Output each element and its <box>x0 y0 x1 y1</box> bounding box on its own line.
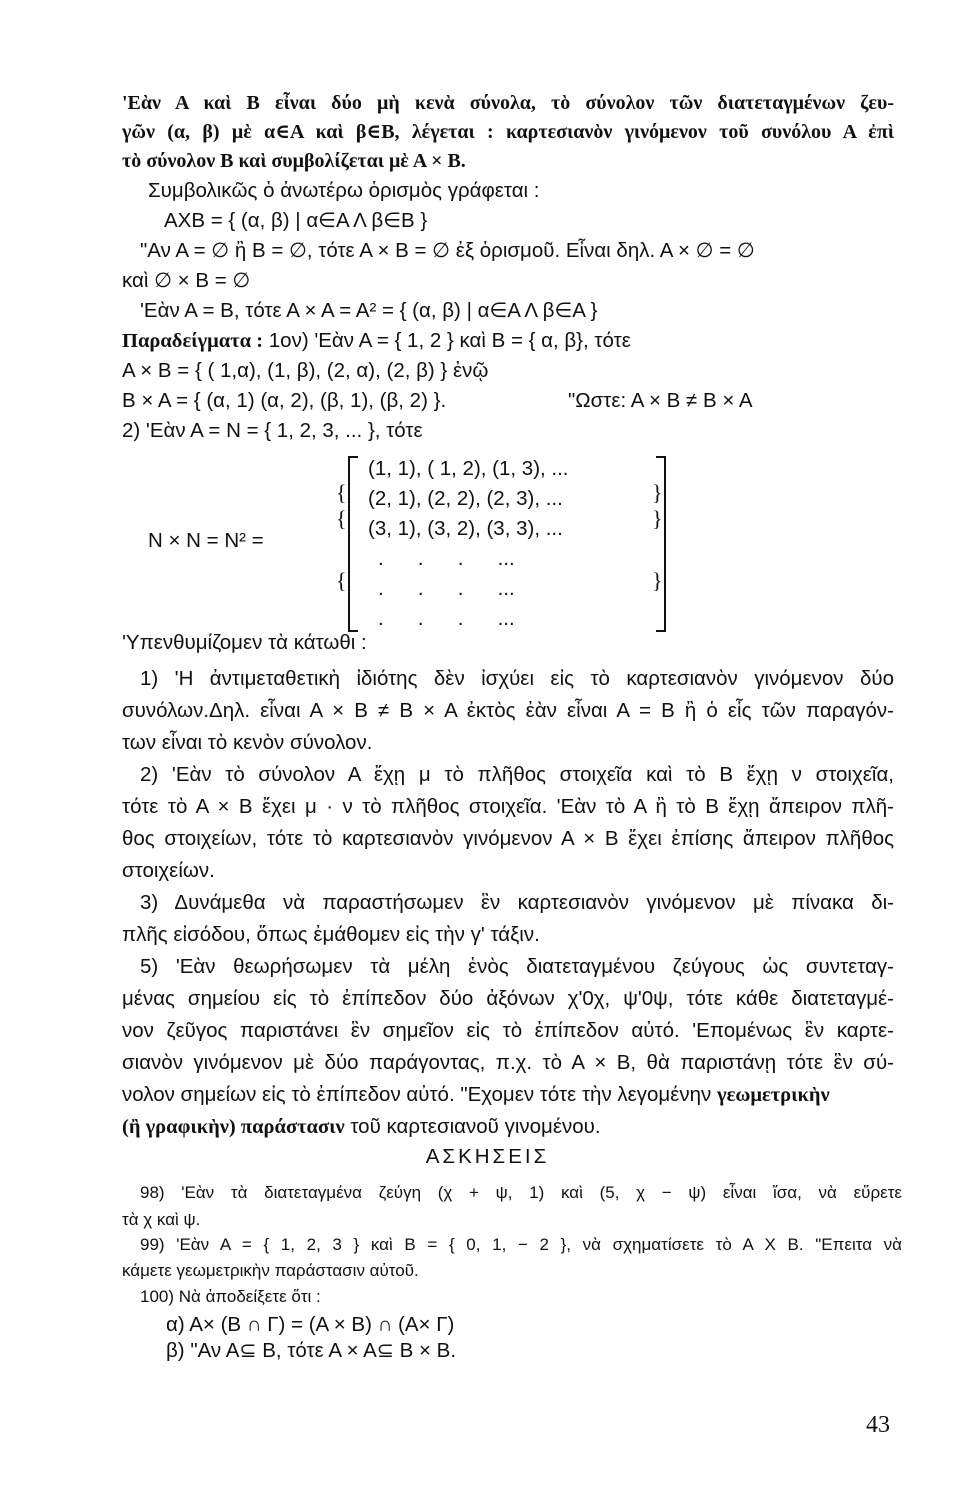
note-5-tail: τοῦ καρτεσιανοῦ γινομένου. <box>350 1115 601 1138</box>
note-5-bold-term-2: (ἢ γραφικὴν) παράστασιν <box>122 1116 345 1138</box>
matrix-right-brace-notch-1: } <box>652 480 663 505</box>
exercises-heading: ΑΣΚΗΣΕΙΣ <box>425 1145 550 1168</box>
matrix-row-6: . . . ... <box>378 607 515 630</box>
examples-conclusion: "Ωστε: Α × Β ≠ Β × Α <box>568 389 753 412</box>
note-1-line-3: των εἶναι τὸ κενὸν σύνολον. <box>122 731 373 754</box>
note-1-line-1: 1) 'Η ἀντιμεταθετικὴ ἰδιότης δὲν ἰσχύει εἰς τὸ καρτεσιανὸν γινόμενον δύο <box>140 667 894 690</box>
note-2-line-4: στοιχείων. <box>122 859 215 882</box>
matrix-right-bar <box>664 456 666 632</box>
note-2-line-1: 2) 'Εὰν τὸ σύνολον Α ἔχῃ μ τὸ πλῆθος στοιχεῖα καὶ τὸ Β ἔχῃ ν στοιχεῖα, <box>140 763 894 786</box>
note-5-line-5 <box>122 1084 830 1107</box>
note-3-line-2: πλῆς εἰσόδου, ὅπως ἐμάθομεν εἰς τὴν γ' τάξιν. <box>122 923 540 946</box>
exercise-98-line-2: τὰ χ καὶ ψ. <box>122 1210 201 1229</box>
matrix-left-brace-notch-3: { <box>336 568 347 593</box>
matrix-left-brace-notch-2: { <box>336 506 347 531</box>
reminder-heading: 'Υπενθυμίζομεν τὰ κάτωθι : <box>122 631 367 654</box>
matrix-left-top-serif <box>348 456 358 458</box>
matrix-left-bar <box>348 456 350 632</box>
ex2-line: 2) 'Εὰν Α = Ν = { 1, 2, 3, ... }, τότε <box>122 419 423 442</box>
definition-line-1: 'Εὰν Α καὶ Β εἶναι δύο μὴ κενὰ σύνολα, τὸ σύνολον τῶν διατεταγμένων ζευ- <box>122 92 894 114</box>
square-line: 'Εὰν Α = Β, τότε Α × Α = Α² = { (α, β) | α∈Α Λ β∈Α } <box>140 299 598 322</box>
matrix-row-4: . . . ... <box>378 547 515 570</box>
matrix-left-brace-notch-1: { <box>336 480 347 505</box>
definition-line-3: τὸ σύνολον Β καὶ συμβολίζεται μὲ Α × Β. <box>122 150 466 172</box>
note-5-line-6 <box>122 1116 601 1139</box>
empty-set-line-1: "Αν Α = ∅ ἢ Β = ∅, τότε Α × Β = ∅ ἐξ ὁρισμοῦ. Εἶναι δηλ. Α × ∅ = ∅ <box>140 239 755 262</box>
exercise-100-a: α) Α× (Β ∩ Γ) = (Α × Β) ∩ (Α× Γ) <box>166 1313 455 1336</box>
note-5-line-5-text: νολον σημείων εἰς τὸ ἐπίπεδον αὐτό. "Εχομεν τότε τὴν λεγομένην <box>122 1083 712 1106</box>
symbolic-intro: Συμβολικῶς ὁ ἀνωτέρω ὁρισμὸς γράφεται : <box>148 179 540 202</box>
matrix-right-brace-notch-3: } <box>652 568 663 593</box>
matrix-row-2: (2, 1), (2, 2), (2, 3), ... <box>368 487 563 510</box>
exercise-100-line: 100) Νὰ ἀποδείξετε ὅτι : <box>140 1287 321 1306</box>
matrix-label: Ν × Ν = Ν² = <box>148 529 264 552</box>
page-number: 43 <box>866 1412 890 1438</box>
axb-line: Α × Β = { ( 1,α), (1, β), (2, α), (2, β) } ἐνῷ <box>122 359 489 382</box>
examples-ex1-row <box>122 330 631 353</box>
matrix-right-brace-notch-2: } <box>652 506 663 531</box>
note-5-line-1: 5) 'Εὰν θεωρήσωμεν τὰ μέλη ἑνὸς διατεταγμένου ζεύγους ὡς συντεταγ- <box>140 955 894 978</box>
examples-heading: Παραδείγματα : <box>122 330 264 352</box>
matrix-right-top-serif <box>656 456 666 458</box>
note-5-line-2: μένας σημείου εἰς τὸ ἐπίπεδον δύο ἀξόνων χ'0χ, ψ'0ψ, τότε κάθε διατεταγμέ- <box>122 987 894 1010</box>
note-5-line-4: σιανὸν γινόμενον μὲ δύο παράγοντας, π.χ. τὸ Α × Β, θὰ παριστάνῃ τότε ἓν σύ- <box>122 1051 894 1074</box>
exercise-100-b: β) "Αν Α⊆ Β, τότε Α × Α⊆ Β × Β. <box>166 1339 457 1362</box>
note-2-line-2: τότε τὸ Α × Β ἔχει μ · ν τὸ πλῆθος στοιχεῖα. 'Εὰν τὸ Α ἢ τὸ Β ἔχῃ ἄπειρον πλῆ- <box>122 795 894 818</box>
bxa-line: Β × Α = { (α, 1) (α, 2), (β, 1), (β, 2) }. <box>122 389 447 412</box>
exercise-99-line-1: 99) 'Εὰν Α = { 1, 2, 3 } καὶ Β = { 0, 1, − 2 }, νὰ σχηματίσετε τὸ Α Χ Β. "Επειτα νὰ <box>140 1235 902 1254</box>
definition-line-2: γῶν (α, β) μὲ α∈Α καὶ β∈Β, λέγεται : καρτεσιανὸν γινόμενον τοῦ συνόλου Α ἐπὶ <box>122 121 894 143</box>
empty-set-line-2: καὶ ∅ × Β = ∅ <box>122 269 251 292</box>
matrix-row-5: . . . ... <box>378 577 515 600</box>
note-2-line-3: θος στοιχείων, τότε τὸ καρτεσιανὸν γινόμενον Α × Β ἔχει ἐπίσης ἄπειρον πλῆθος <box>122 827 894 850</box>
examples-ex1-line: 1ον) 'Εὰν Α = { 1, 2 } καὶ Β = { α, β}, τότε <box>268 329 631 352</box>
note-5-bold-term-1: γεωμετρικὴν <box>717 1084 830 1106</box>
exercise-98-line-1: 98) 'Εὰν τὰ διατεταγμένα ζεύγη (χ + ψ, 1) καὶ (5, χ − ψ) εἶναι ἴσα, νὰ εὕρετε <box>140 1183 902 1202</box>
note-1-line-2: συνόλων.Δηλ. εἶναι Α × Β ≠ Β × Α ἐκτὸς ἐὰν εἶναι Α = Β ἢ ὁ εἷς τῶν παραγόν- <box>122 699 894 722</box>
symbolic-formula: ΑΧΒ = { (α, β) | α∈Α Λ β∈Β } <box>164 209 428 232</box>
note-5-line-3: νον ζεῦγος παριστάνει ἓν σημεῖον εἰς τὸ ἐπίπεδον αὐτό. 'Επομένως ἓν καρτε- <box>122 1019 894 1042</box>
matrix-right-bottom-serif <box>656 630 666 632</box>
exercise-99-line-2: κάμετε γεωμετρικὴν παράστασιν αὐτοῦ. <box>122 1261 419 1280</box>
note-3-line-1: 3) Δυνάμεθα νὰ παραστήσωμεν ἓν καρτεσιανὸν γινόμενον μὲ πίνακα δι- <box>140 891 894 914</box>
matrix-row-3: (3, 1), (3, 2), (3, 3), ... <box>368 517 563 540</box>
matrix-row-1: (1, 1), ( 1, 2), (1, 3), ... <box>368 457 569 480</box>
